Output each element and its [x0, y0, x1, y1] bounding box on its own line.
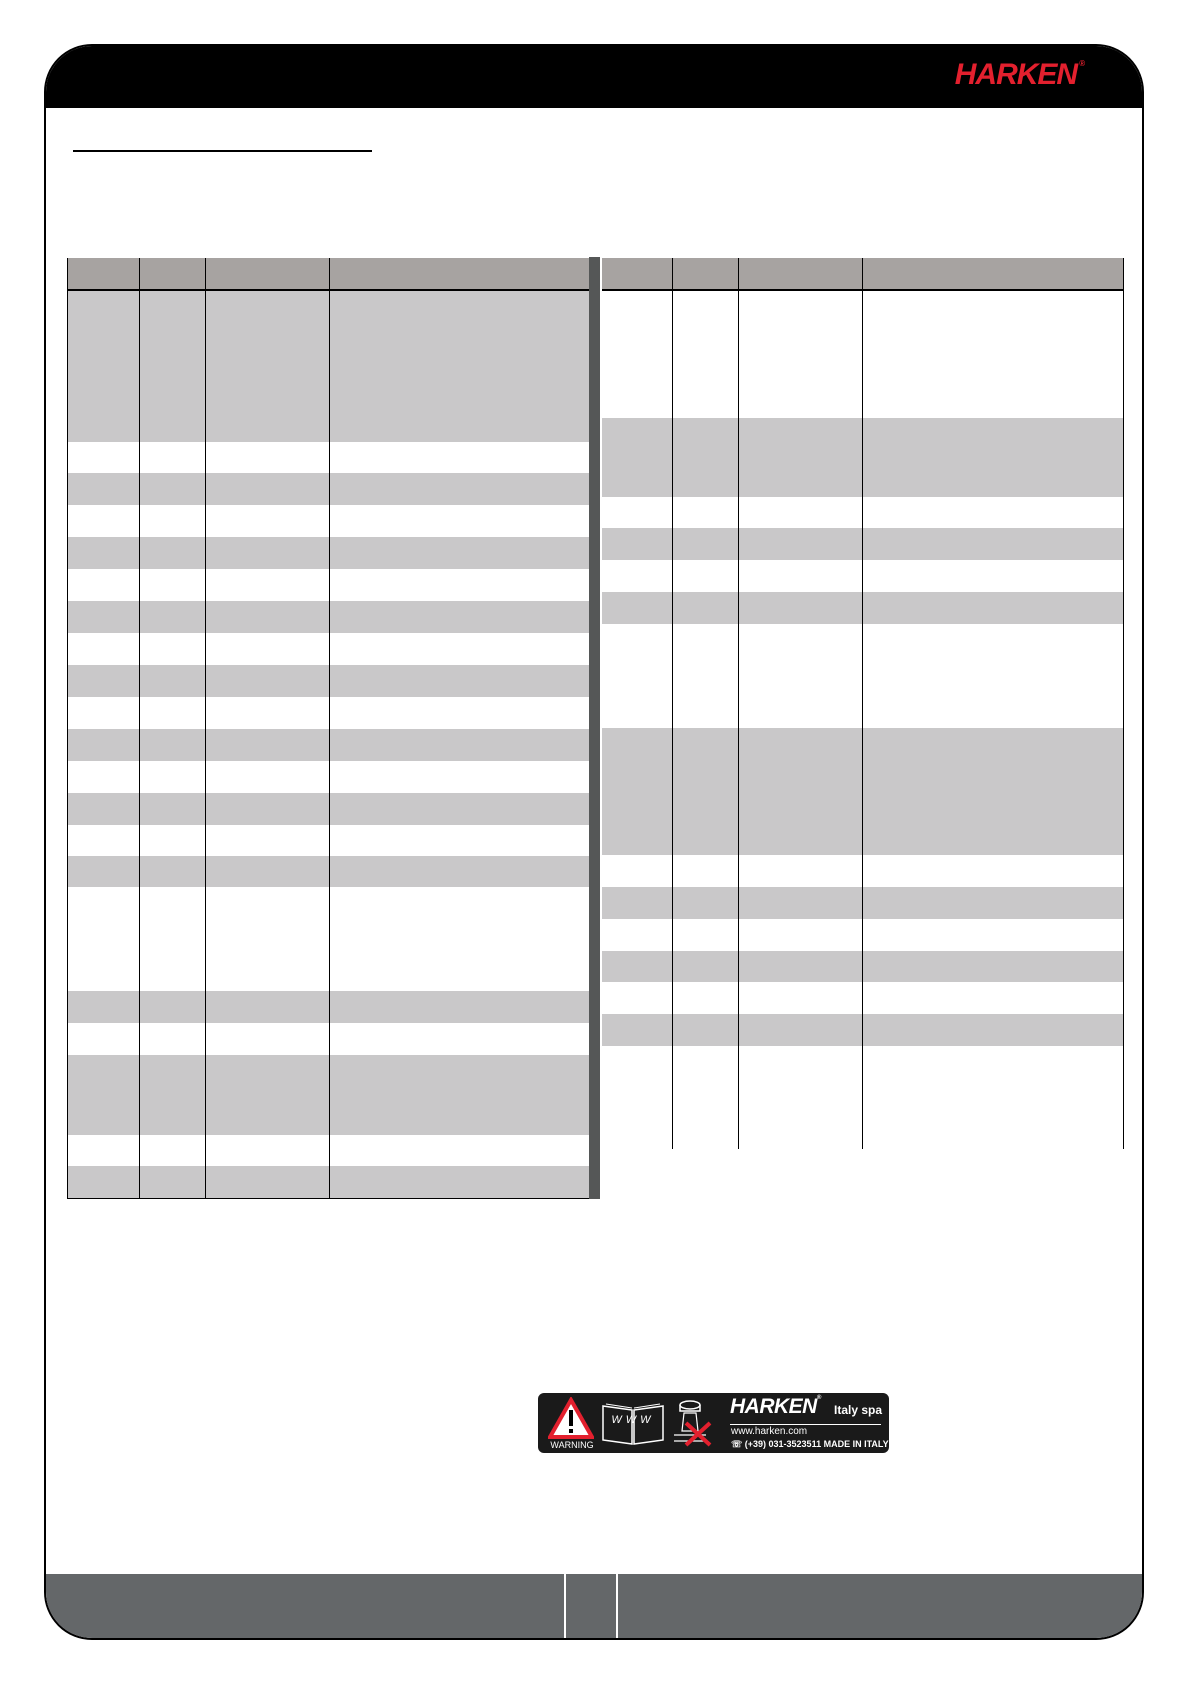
table-row: [602, 855, 1123, 887]
page-footer: [46, 1574, 1142, 1638]
column-header: [206, 258, 330, 290]
page-header: [46, 46, 1142, 108]
warning-label: [538, 1393, 889, 1453]
registered-mark: ®: [1079, 59, 1084, 68]
table-row: [602, 418, 1123, 497]
no-cleaning-icon: [672, 1397, 714, 1449]
table-row: [68, 1135, 590, 1166]
book-text: WWW: [611, 1414, 655, 1426]
label-rule: [730, 1424, 881, 1425]
title-underline: [73, 150, 372, 152]
table-row: [68, 633, 590, 665]
column-header: [672, 258, 738, 290]
table-row: [68, 442, 590, 473]
table-row: [602, 919, 1123, 951]
page-number-box: [564, 1574, 618, 1638]
table-row: [68, 1023, 590, 1055]
parts-table-right: [602, 258, 1124, 1149]
table-row: [602, 887, 1123, 919]
table-row: [68, 601, 590, 633]
label-phone-text: (+39) 031-3523511 MADE IN ITALY: [744, 1439, 889, 1449]
harken-logo-text: HARKEN: [954, 58, 1078, 91]
table-row: [68, 1055, 590, 1135]
table-row: [602, 951, 1123, 982]
column-header: [602, 258, 672, 290]
label-phone: [731, 1439, 889, 1450]
table-row: [68, 569, 590, 601]
table-row: [68, 697, 590, 729]
table-header-row: [602, 258, 1123, 290]
label-harken-logo: [730, 1395, 821, 1419]
table-row: [602, 1046, 1123, 1149]
table-row: [602, 1014, 1123, 1046]
table-row: [602, 528, 1123, 560]
column-header: [862, 258, 1123, 290]
table-row: [68, 290, 590, 442]
table-row: [68, 991, 590, 1023]
column-header: [330, 258, 590, 290]
table-row: [68, 505, 590, 537]
table-row: [602, 560, 1123, 592]
table-row: [68, 1166, 590, 1198]
table-row: [68, 761, 590, 793]
table-row: [602, 982, 1123, 1014]
table-row: [602, 624, 1123, 728]
table-row: [68, 793, 590, 825]
table-row: [68, 856, 590, 887]
table-row: [68, 473, 590, 505]
phone-icon: ☏: [731, 1439, 745, 1449]
table-divider: [589, 257, 600, 1199]
table-row: [68, 537, 590, 569]
label-website: www.harken.com: [731, 1426, 808, 1437]
table-row: [602, 728, 1123, 855]
label-company-suffix: Italy spa: [834, 1403, 883, 1417]
table-row: [68, 665, 590, 697]
parts-table-left: [67, 258, 590, 1199]
warning-text: WARNING: [550, 1440, 594, 1450]
table-header-row: [68, 258, 590, 290]
label-registered-mark: ®: [816, 1395, 821, 1401]
table-row: [68, 729, 590, 761]
label-brand-text: HARKEN: [730, 1395, 817, 1418]
table-row: [68, 825, 590, 856]
table-row: [602, 592, 1123, 624]
column-header: [140, 258, 206, 290]
table-row: [68, 887, 590, 991]
table-row: [602, 290, 1123, 418]
column-header: [738, 258, 862, 290]
column-header: [68, 258, 140, 290]
table-row: [602, 497, 1123, 528]
harken-logo: [955, 60, 1084, 90]
